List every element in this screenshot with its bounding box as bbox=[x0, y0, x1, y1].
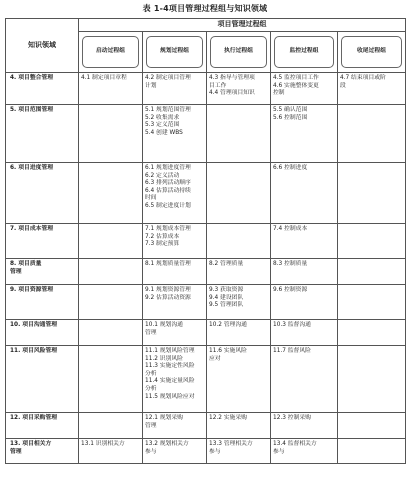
process-text: 8.1 规划质量管理 bbox=[145, 261, 191, 267]
process-text: 管理 bbox=[145, 329, 157, 336]
process-text: 8.2 管理质量 bbox=[209, 261, 244, 267]
process-text: 计划 bbox=[145, 82, 157, 89]
process-text: 11.1 规划风险管理 bbox=[145, 348, 195, 354]
process-text: 5.6 控制范围 bbox=[273, 114, 308, 121]
phase-label: 规划过程组 bbox=[146, 36, 203, 68]
process-cell bbox=[207, 320, 271, 346]
process-text: 管理 bbox=[145, 422, 157, 429]
knowledge-area-cell bbox=[6, 346, 79, 413]
knowledge-area-name: 12. 项目采购管理 bbox=[10, 415, 58, 421]
process-text: 5.4 创建 WBS bbox=[145, 129, 183, 136]
process-text: 控制 bbox=[273, 90, 285, 97]
knowledge-area-cell bbox=[6, 439, 79, 464]
process-cell bbox=[79, 73, 143, 105]
process-text: 11.4 实施定量风险 bbox=[145, 378, 195, 385]
process-text: 9.2 估算活动资源 bbox=[145, 294, 191, 301]
knowledge-area-name: 11. 项目风险管理 bbox=[10, 348, 58, 354]
knowledge-area-name: 5. 项目范围管理 bbox=[10, 107, 54, 113]
knowledge-area-name: 9. 项目资源管理 bbox=[10, 287, 54, 293]
process-text: 13.1 识别相关方 bbox=[81, 441, 125, 447]
knowledge-area-name: 7. 项目成本管理 bbox=[10, 226, 54, 232]
process-cell bbox=[79, 439, 143, 464]
process-cell bbox=[79, 285, 143, 320]
process-text: 11.6 实施风险 bbox=[209, 348, 247, 354]
process-cell bbox=[143, 73, 207, 105]
process-text: 7.4 控制成本 bbox=[273, 226, 308, 232]
process-cell bbox=[143, 346, 207, 413]
table-row bbox=[6, 439, 406, 464]
process-cell bbox=[79, 224, 143, 259]
knowledge-area-name: 6. 项目进度管理 bbox=[10, 165, 54, 171]
process-text: 4.5 监控项目工作 bbox=[273, 75, 319, 81]
table-title: 表 1-4项目管理过程组与知识领域 bbox=[142, 4, 268, 13]
process-cell bbox=[271, 73, 338, 105]
process-text: 11.7 监督风险 bbox=[273, 348, 311, 354]
process-text: 7.1 规划成本管理 bbox=[145, 226, 191, 232]
process-text: 8.3 控制质量 bbox=[273, 261, 308, 267]
knowledge-area-cell bbox=[6, 413, 79, 439]
phase-monitoring bbox=[271, 32, 338, 73]
process-cell bbox=[207, 105, 271, 163]
knowledge-area-cell bbox=[6, 73, 79, 105]
knowledge-area-name: 13. 项目相关方 bbox=[10, 441, 52, 447]
phase-label: 监控过程组 bbox=[274, 36, 334, 68]
process-text: 11.3 实施定性风险 bbox=[145, 363, 195, 370]
process-cell bbox=[207, 346, 271, 413]
knowledge-area-name: 4. 项目整合管理 bbox=[10, 75, 54, 81]
process-knowledge-table bbox=[5, 18, 406, 464]
process-cell bbox=[271, 413, 338, 439]
process-cell bbox=[338, 439, 406, 464]
process-cell bbox=[79, 413, 143, 439]
process-cell bbox=[271, 259, 338, 285]
knowledge-area-cell bbox=[6, 259, 79, 285]
process-cell bbox=[338, 224, 406, 259]
table-row bbox=[6, 259, 406, 285]
table-row bbox=[6, 320, 406, 346]
process-cell bbox=[207, 413, 271, 439]
process-cell bbox=[143, 224, 207, 259]
table-row bbox=[6, 73, 406, 105]
phase-label: 收尾过程组 bbox=[341, 36, 402, 68]
phase-label: 启动过程组 bbox=[82, 36, 139, 68]
process-cell bbox=[143, 105, 207, 163]
process-text: 参与 bbox=[273, 448, 285, 455]
process-text: 10.1 规划沟通 bbox=[145, 322, 183, 328]
process-text: 9.1 规划资源管理 bbox=[145, 287, 191, 293]
process-text: 7.3 制定预算 bbox=[145, 241, 180, 248]
phase-label: 执行过程组 bbox=[210, 36, 267, 68]
table-row bbox=[6, 105, 406, 163]
process-text: 9.5 管理团队 bbox=[209, 302, 244, 309]
table-row bbox=[6, 413, 406, 439]
knowledge-area-cell bbox=[6, 320, 79, 346]
process-text: 时间 bbox=[145, 195, 157, 202]
process-text: 参与 bbox=[209, 448, 221, 455]
process-cell bbox=[207, 259, 271, 285]
process-cell bbox=[271, 439, 338, 464]
process-text: 参与 bbox=[145, 448, 157, 455]
process-text: 段 bbox=[340, 82, 346, 89]
knowledge-area-name: 10. 项目沟通管理 bbox=[10, 322, 58, 328]
process-cell bbox=[271, 285, 338, 320]
process-cell bbox=[338, 285, 406, 320]
process-text: 9.3 获取资源 bbox=[209, 287, 244, 293]
process-cell bbox=[143, 439, 207, 464]
process-cell bbox=[338, 413, 406, 439]
process-text: 10.3 监督沟通 bbox=[273, 322, 311, 328]
process-text: 12.2 实施采购 bbox=[209, 415, 247, 421]
process-text: 7.2 估算成本 bbox=[145, 233, 180, 240]
process-text: 6.4 估算活动持续 bbox=[145, 187, 191, 194]
process-cell bbox=[207, 224, 271, 259]
process-cell bbox=[207, 73, 271, 105]
process-cell bbox=[79, 163, 143, 224]
process-cell bbox=[207, 439, 271, 464]
table-row bbox=[6, 224, 406, 259]
process-text: 5.2 收集需求 bbox=[145, 114, 180, 121]
process-cell bbox=[338, 259, 406, 285]
process-text: 12.1 规划采购 bbox=[145, 415, 183, 421]
process-text: 10.2 管理沟通 bbox=[209, 322, 247, 328]
process-text: 13.2 规划相关方 bbox=[145, 441, 189, 447]
process-text: 5.3 定义范围 bbox=[145, 122, 180, 129]
phase-initiating bbox=[79, 32, 143, 73]
process-cell bbox=[338, 163, 406, 224]
process-text: 5.5 确认范围 bbox=[273, 107, 308, 113]
knowledge-area-header: 知识领域 bbox=[6, 19, 79, 73]
table-row bbox=[6, 163, 406, 224]
knowledge-area-name-cont: 管理 bbox=[10, 448, 22, 455]
process-text: 分析 bbox=[145, 385, 157, 392]
header-row-group bbox=[6, 19, 406, 32]
process-text: 6.5 制定进度计划 bbox=[145, 202, 191, 209]
knowledge-area-name: 8. 项目质量 bbox=[10, 261, 42, 267]
process-cell bbox=[143, 413, 207, 439]
process-text: 4.2 制定项目管理 bbox=[145, 75, 191, 81]
process-cell bbox=[338, 73, 406, 105]
phase-planning bbox=[143, 32, 207, 73]
process-group-header: 项目管理过程组 bbox=[79, 19, 406, 32]
process-cell bbox=[338, 346, 406, 413]
knowledge-area-cell bbox=[6, 163, 79, 224]
process-text: 4.7 结束项目或阶 bbox=[340, 75, 386, 81]
process-cell bbox=[271, 105, 338, 163]
knowledge-area-cell bbox=[6, 285, 79, 320]
knowledge-area-cell bbox=[6, 105, 79, 163]
knowledge-area-cell bbox=[6, 224, 79, 259]
process-cell bbox=[338, 105, 406, 163]
table-row bbox=[6, 346, 406, 413]
process-text: 6.1 规划进度管理 bbox=[145, 165, 191, 171]
phase-executing bbox=[207, 32, 271, 73]
process-cell bbox=[271, 346, 338, 413]
process-cell bbox=[143, 163, 207, 224]
process-cell bbox=[207, 285, 271, 320]
process-text: 目工作 bbox=[209, 82, 227, 89]
process-text: 13.3 管理相关方 bbox=[209, 441, 253, 447]
phase-closing bbox=[338, 32, 406, 73]
process-text: 6.6 控制进度 bbox=[273, 165, 308, 171]
process-cell bbox=[79, 320, 143, 346]
process-text: 12.3 控制采购 bbox=[273, 415, 311, 421]
process-text: 11.5 规划风险应对 bbox=[145, 393, 195, 400]
process-text: 6.3 排列活动顺序 bbox=[145, 180, 191, 187]
process-text: 分析 bbox=[145, 370, 157, 377]
process-text: 13.4 监督相关方 bbox=[273, 441, 317, 447]
process-text: 应对 bbox=[209, 355, 221, 362]
table-row bbox=[6, 285, 406, 320]
process-cell bbox=[143, 285, 207, 320]
process-cell bbox=[79, 346, 143, 413]
process-cell bbox=[207, 163, 271, 224]
table-body bbox=[6, 73, 406, 464]
process-text: 11.2 识别风险 bbox=[145, 355, 183, 362]
process-cell bbox=[79, 259, 143, 285]
knowledge-area-name-cont: 管理 bbox=[10, 268, 22, 275]
process-cell bbox=[79, 105, 143, 163]
process-text: 5.1 规划范围管理 bbox=[145, 107, 191, 113]
process-text: 9.4 建设团队 bbox=[209, 294, 244, 301]
process-text: 6.2 定义活动 bbox=[145, 172, 180, 179]
process-text: 4.4 管理项目知识 bbox=[209, 90, 255, 97]
process-text: 9.6 控制资源 bbox=[273, 287, 308, 293]
process-cell bbox=[143, 320, 207, 346]
process-cell bbox=[143, 259, 207, 285]
process-text: 4.6 实施整体变更 bbox=[273, 82, 319, 89]
process-cell bbox=[271, 320, 338, 346]
process-cell bbox=[338, 320, 406, 346]
process-text: 4.3 指导与管理项 bbox=[209, 75, 255, 81]
process-text: 4.1 制定项目章程 bbox=[81, 75, 127, 81]
process-cell bbox=[271, 163, 338, 224]
process-cell bbox=[271, 224, 338, 259]
